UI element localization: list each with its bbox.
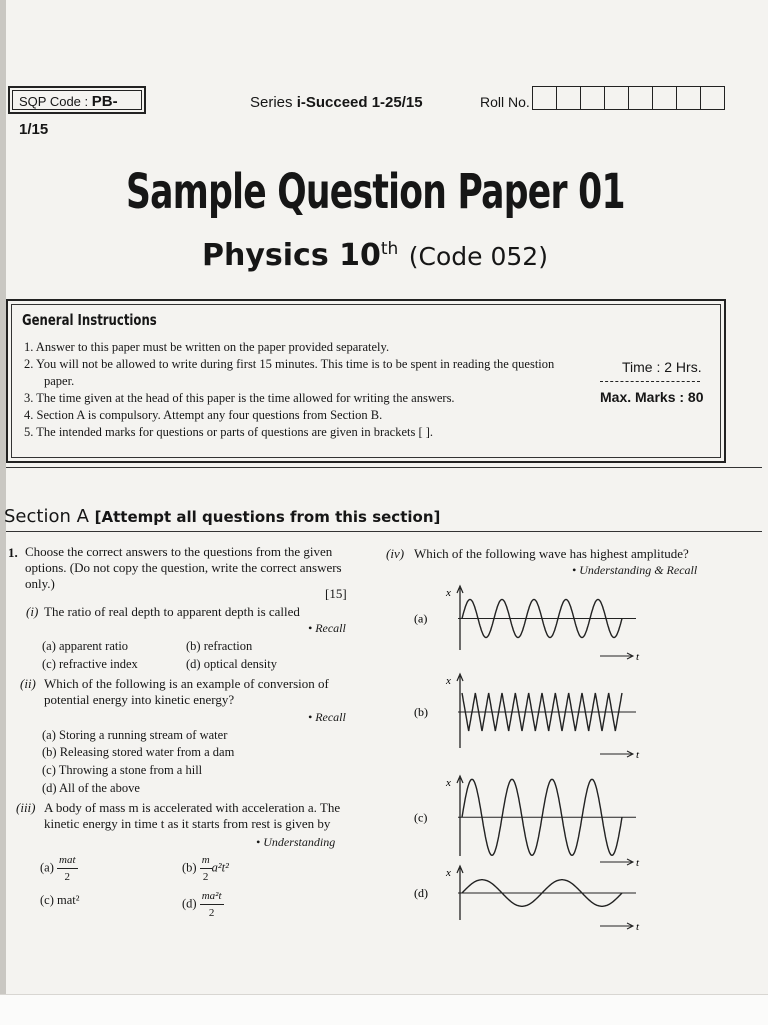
- subject-title: Physics 10th (Code 052): [202, 238, 548, 273]
- t-axis-label: t: [636, 651, 640, 663]
- roll-no-box[interactable]: [677, 87, 701, 109]
- instruction-item: 2. You will not be allowed to write during first 15 minutes. This time is to be spent in reading the question paper.: [24, 357, 555, 388]
- skill-tag: • Recall: [308, 710, 346, 724]
- skill-tag: • Recall: [308, 621, 346, 635]
- option-a: (a) $\frac{\text{mat}}{2}$: [40, 854, 76, 883]
- instructions-heading: General Instructions: [22, 311, 157, 329]
- x-axis-label: x: [446, 587, 451, 599]
- roll-no-box[interactable]: [557, 87, 581, 109]
- subject-code: (Code 052): [408, 242, 548, 271]
- t-axis-label: t: [636, 749, 640, 761]
- subquestion-number: (iv): [386, 546, 405, 561]
- question-text: Choose the correct answers to the questions from the given options. (Do not copy the question, write the correct answers only.): [25, 544, 342, 591]
- series-label: Series i-Succeed 1-25/15: [250, 94, 423, 111]
- subquestion-number: (iii): [16, 800, 36, 815]
- instruction-item: 3. The time given at the head of this paper is the time allowed for writing the answers.: [24, 391, 455, 405]
- fraction: $\frac{\text{mat}}{2}$: [59, 854, 76, 883]
- instruction-item: 4. Section A is compulsory. Attempt any four questions from Section B.: [24, 408, 383, 422]
- fraction: $\frac{m}{2}$: [201, 854, 210, 883]
- x-axis-label: x: [446, 777, 451, 789]
- wave-option-label: (d): [414, 886, 428, 900]
- option-d: (d) $\frac{\text{ma²t}}{2}$: [182, 890, 222, 919]
- roll-no-box[interactable]: [629, 87, 653, 109]
- question-marks: [15]: [325, 586, 347, 601]
- roll-no-boxes[interactable]: [532, 86, 725, 110]
- option-b: (b) refraction: [186, 639, 253, 653]
- fraction: $\frac{\text{ma²t}}{2}$: [201, 890, 222, 919]
- wave-option-label: (c): [414, 810, 428, 825]
- section-heading: Section A [Attempt all questions from this section]: [4, 506, 441, 527]
- wave-option-label: (b): [414, 705, 428, 719]
- option-c: (c) mat²: [40, 893, 80, 907]
- general-instructions-box: [6, 299, 726, 463]
- option-a: (a) Storing a running stream of water: [42, 728, 228, 742]
- sqp-label: SQP Code :: [19, 94, 92, 109]
- sqp-code: PB-1/15: [19, 93, 118, 138]
- paper-title: Sample Question Paper 01: [126, 164, 625, 220]
- option-d: (d) optical density: [186, 657, 277, 671]
- subquestion-text: A body of mass m is accelerated with acceleration a. The kinetic energy in time t as it starts from rest is given by: [44, 800, 341, 831]
- roll-no-box[interactable]: [605, 87, 629, 109]
- option-a: (a) apparent ratio: [42, 639, 129, 653]
- subquestion-text: The ratio of real depth to apparent depth is called: [44, 604, 300, 619]
- instructions-list: [24, 339, 584, 441]
- series-value: i-Succeed 1-25/15: [296, 94, 423, 111]
- sqp-code-box: [8, 86, 146, 138]
- subquestion-text: Which of the following wave has highest amplitude?: [414, 546, 689, 561]
- divider: [600, 381, 700, 382]
- option-c: (c) refractive index: [42, 657, 138, 671]
- x-axis-label: x: [446, 867, 451, 879]
- subject-sup: th: [380, 239, 399, 259]
- divider: [6, 531, 762, 532]
- subquestion-text: Which of the following is an example of conversion of potential energy into kinetic energy?: [44, 676, 329, 707]
- time-allowed: Time : 2 Hrs.: [622, 359, 702, 375]
- divider: [6, 467, 762, 468]
- roll-no-label: Roll No.: [480, 94, 530, 110]
- t-axis-label: t: [636, 857, 640, 869]
- section-subtitle: [Attempt all questions from this section]: [94, 508, 441, 526]
- option-b: (b) Releasing stored water from a dam: [42, 745, 235, 759]
- roll-no-box[interactable]: [581, 87, 605, 109]
- roll-no-box[interactable]: [653, 87, 677, 109]
- instruction-item: 5. The intended marks for questions or parts of questions are given in brackets [ ].: [24, 425, 434, 439]
- t-axis-label: t: [636, 921, 640, 933]
- skill-tag: • Understanding: [256, 835, 336, 849]
- x-axis-label: x: [446, 675, 451, 687]
- subquestion-number: (ii): [20, 676, 36, 691]
- roll-no-box[interactable]: [533, 87, 557, 109]
- subquestion-number: (i): [26, 604, 39, 619]
- max-marks: Max. Marks : 80: [600, 389, 704, 405]
- skill-tag: • Understanding & Recall: [572, 563, 698, 577]
- option-d: (d) All of the above: [42, 781, 140, 795]
- question-number: 1.: [8, 545, 18, 560]
- scan-bottom-edge: [0, 994, 768, 1025]
- instruction-item: 1. Answer to this paper must be written on the paper provided separately.: [24, 340, 390, 354]
- wave-option-label: (a): [414, 611, 428, 626]
- option-c: (c) Throwing a stone from a hill: [42, 763, 203, 777]
- wave-diagrams: [400, 580, 660, 933]
- roll-no-box[interactable]: [701, 87, 724, 109]
- option-b: (b) $\frac{m}{2}$ a²t²: [182, 854, 229, 883]
